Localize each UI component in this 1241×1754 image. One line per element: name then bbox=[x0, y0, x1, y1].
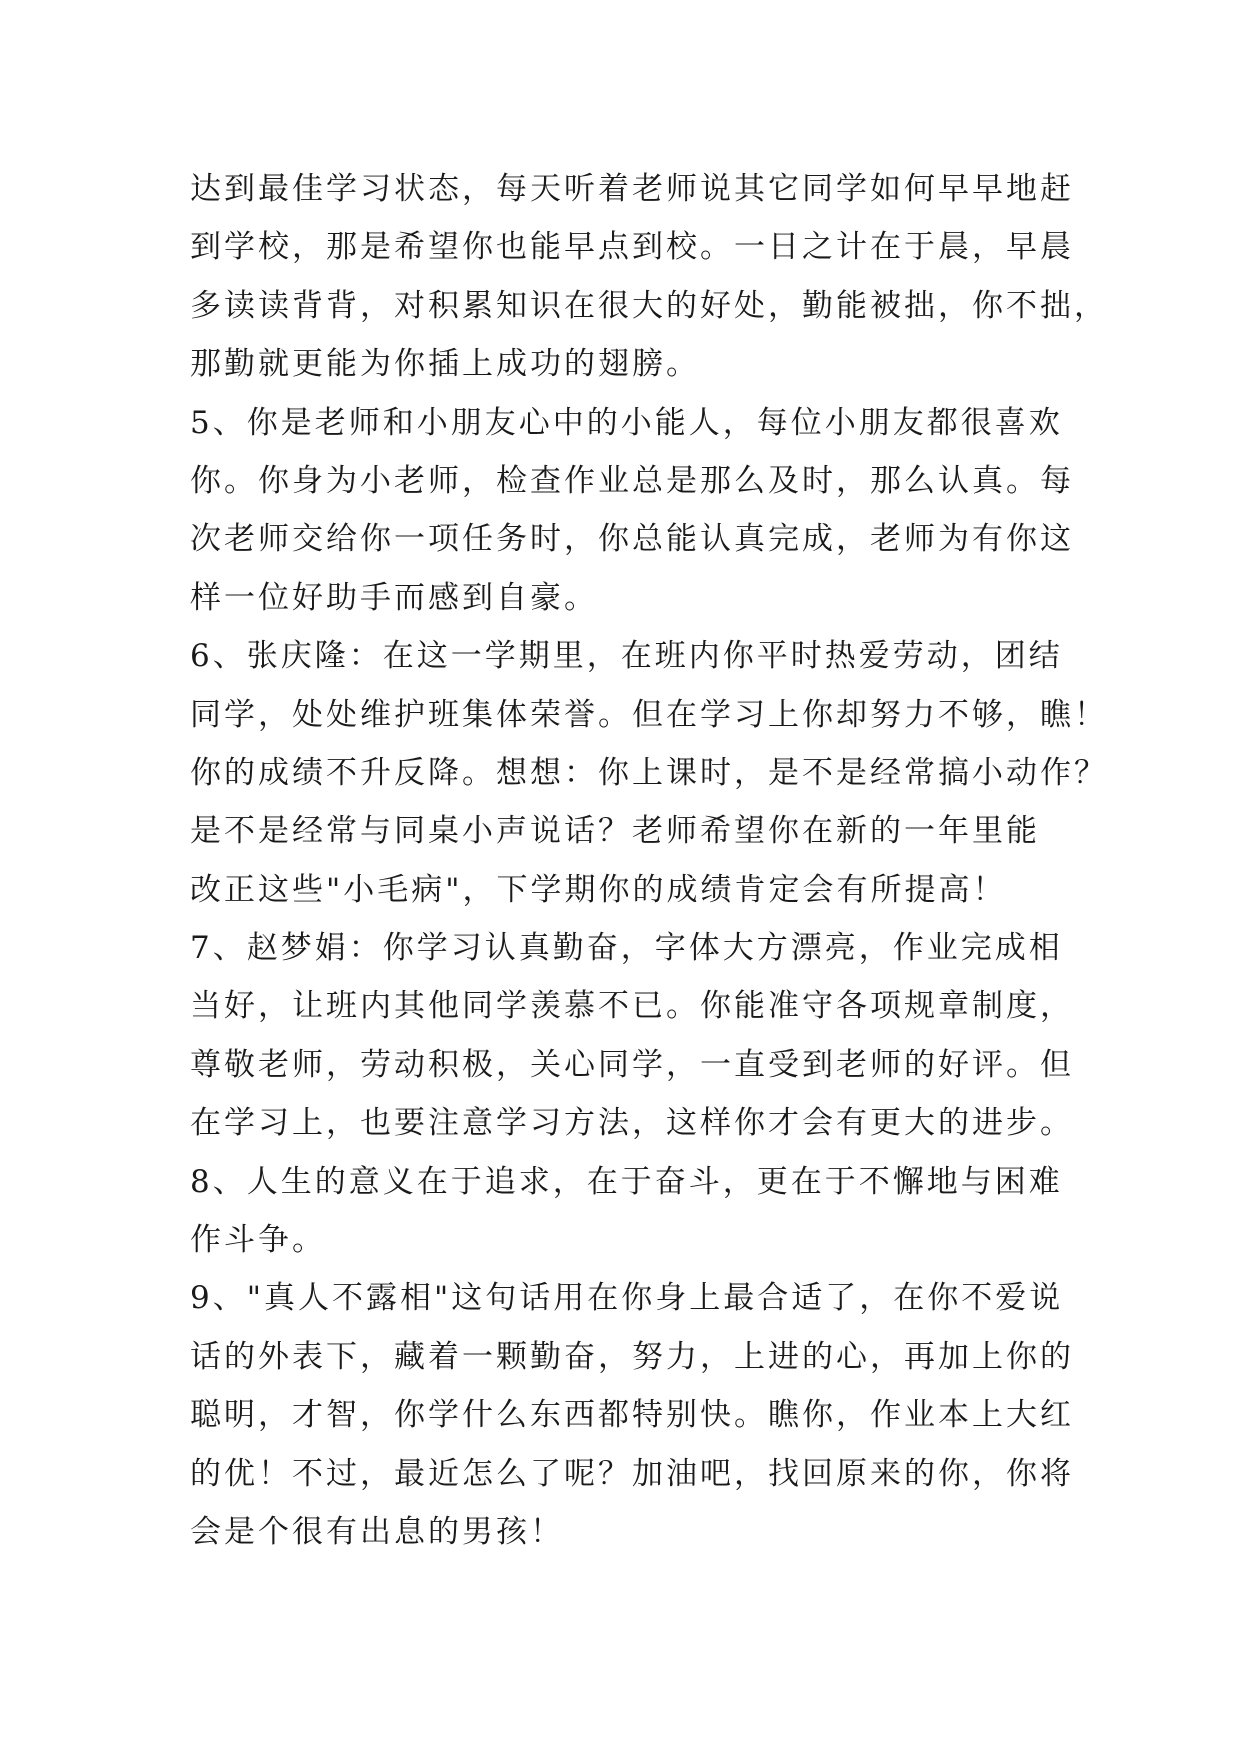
text-line: 7、赵梦娟：你学习认真勤奋，字体大方漂亮，作业完成相 bbox=[190, 930, 1063, 967]
body-text bbox=[190, 160, 1108, 1561]
text-line: 改正这些"小毛病"，下学期你的成绩肯定会有所提高！ bbox=[190, 871, 1007, 908]
text-line: 在学习上，也要注意学习方法，这样你才会有更大的进步。 bbox=[190, 1105, 1074, 1142]
text-line: 会是个很有出息的男孩！ bbox=[190, 1513, 564, 1550]
text-line: 9、"真人不露相"这句话用在你身上最合适了，在你不爱说 bbox=[190, 1280, 1064, 1317]
text-line: 6、张庆隆：在这一学期里，在班内你平时热爱劳动，团结 bbox=[190, 638, 1063, 675]
text-line: 5、你是老师和小朋友心中的小能人，每位小朋友都很喜欢 bbox=[190, 404, 1063, 441]
text-line: 那勤就更能为你插上成功的翅膀。 bbox=[190, 346, 700, 383]
text-line: 8、人生的意义在于追求，在于奋斗，更在于不懈地与困难 bbox=[190, 1163, 1063, 1200]
text-line: 聪明，才智，你学什么东西都特别快。瞧你，作业本上大红 bbox=[190, 1397, 1074, 1434]
text-line: 作斗争。 bbox=[190, 1222, 326, 1259]
text-line: 是不是经常与同桌小声说话？老师希望你在新的一年里能 bbox=[190, 813, 1040, 850]
text-line: 达到最佳学习状态，每天听着老师说其它同学如何早早地赶 bbox=[190, 171, 1074, 207]
text-line: 的优！不过，最近怎么了呢？加油吧，找回原来的你，你将 bbox=[190, 1455, 1074, 1492]
text-line: 样一位好助手而感到自豪。 bbox=[190, 579, 598, 616]
text-line: 你。你身为小老师，检查作业总是那么及时，那么认真。每 bbox=[190, 462, 1074, 499]
text-line: 多读读背背，对积累知识在很大的好处，勤能被拙，你不拙， bbox=[190, 287, 1108, 324]
text-line: 同学，处处维护班集体荣誉。但在学习上你却努力不够，瞧！ bbox=[190, 696, 1108, 733]
text-line: 到学校，那是希望你也能早点到校。一日之计在于晨，早晨 bbox=[190, 229, 1074, 266]
text-line: 当好，让班内其他同学羡慕不已。你能准守各项规章制度， bbox=[190, 988, 1074, 1025]
text-line: 话的外表下，藏着一颗勤奋，努力，上进的心，再加上你的 bbox=[190, 1338, 1074, 1375]
text-line: 你的成绩不升反降。想想：你上课时，是不是经常搞小动作？ bbox=[190, 754, 1108, 791]
text-line: 次老师交给你一项任务时，你总能认真完成，老师为有你这 bbox=[190, 521, 1074, 558]
text-line: 尊敬老师，劳动积极，关心同学，一直受到老师的好评。但 bbox=[190, 1046, 1074, 1083]
